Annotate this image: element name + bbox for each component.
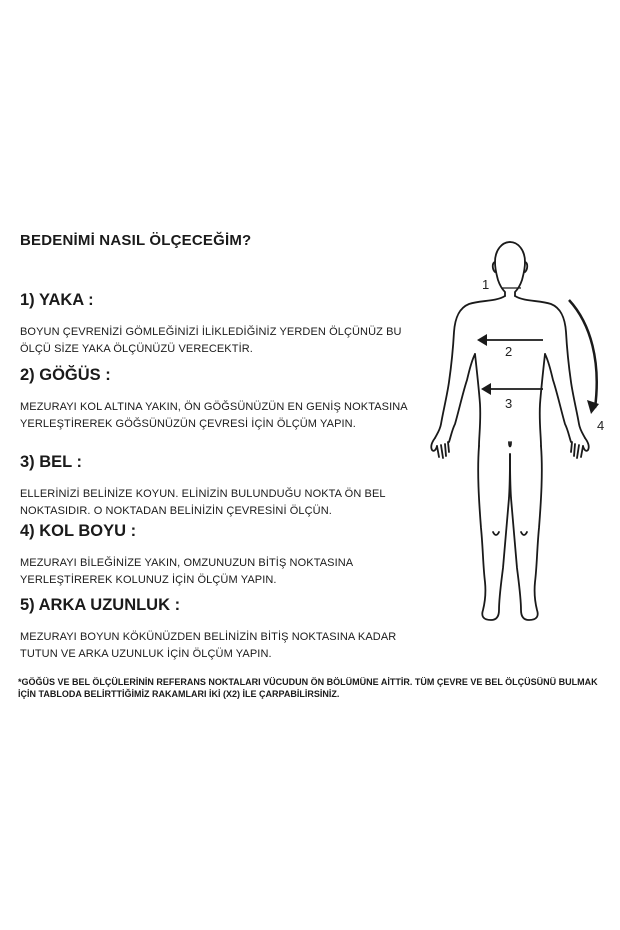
body-outline-illustration xyxy=(425,232,615,632)
label-4: 4 xyxy=(597,418,605,433)
section-arka-uzunluk xyxy=(20,596,420,663)
section-heading: 1) YAKA : xyxy=(20,291,94,309)
waist-arrow xyxy=(481,383,543,411)
page-title: BEDENİMİ NASIL ÖLÇECEĞİM? xyxy=(20,232,252,249)
body-measurement-figure xyxy=(425,232,615,632)
label-2: 2 xyxy=(505,344,513,359)
section-heading: 2) GÖĞÜS : xyxy=(20,366,111,384)
section-heading: 4) KOL BOYU : xyxy=(20,522,137,540)
body-silhouette xyxy=(431,242,589,620)
chest-arrow xyxy=(477,334,543,359)
sleeve-arrow xyxy=(569,300,604,433)
section-heading: 3) BEL : xyxy=(20,453,83,471)
footnote: *GÖĞÜS VE BEL ÖLÇÜLERİNİN REFERANS NOKTALARI VÜCUDUN ÖN BÖLÜMÜNE AİTTİR. TÜM ÇEVRE VE BEL ÖLÇÜSÜNÜ BULMAK İÇİN TABLODA BELİRTTİĞİMİZ RAKAMLARI İKİ (X2) İLE ÇARPABİLİRSİNİZ. xyxy=(18,677,598,699)
section-bel xyxy=(20,453,420,520)
section-kol-boyu xyxy=(20,522,420,589)
label-1: 1 xyxy=(482,277,490,292)
section-body: BOYUN ÇEVRENİZİ GÖMLEĞİNİZİ İLİKLEDİĞİNİZ YERDEN ÖLÇÜNÜZ BU ÖLÇÜ SİZE YAKA ÖLÇÜNÜZÜ VERECEKTİR. xyxy=(20,326,402,355)
section-yaka xyxy=(20,291,420,358)
section-body: MEZURAYI KOL ALTINA YAKIN, ÖN GÖĞSÜNÜZÜN EN GENİŞ NOKTASINA YERLEŞTİREREK GÖĞSÜNÜZÜN ÇEVRESİ İÇİN ÖLÇÜM YAPIN. xyxy=(20,401,408,430)
neck-marker xyxy=(482,277,521,292)
section-body: ELLERİNİZİ BELİNİZE KOYUN. ELİNİZİN BULUNDUĞU NOKTA ÖN BEL NOKTASIDIR. O NOKTADAN BELİNİZİN ÇEVRESİNİ ÖLÇÜN. xyxy=(20,488,386,517)
section-heading: 5) ARKA UZUNLUK : xyxy=(20,596,181,614)
section-gogus xyxy=(20,366,420,433)
section-body: MEZURAYI BOYUN KÖKÜNÜZDEN BELİNİZİN BİTİŞ NOKTASINA KADAR TUTUN VE ARKA UZUNLUK İÇİN ÖLÇÜM YAPIN. xyxy=(20,631,397,660)
label-3: 3 xyxy=(505,396,513,411)
section-body: MEZURAYI BİLEĞİNİZE YAKIN, OMZUNUZUN BİTİŞ NOKTASINA YERLEŞTİREREK KOLUNUZ İÇİN ÖLÇÜM YAPIN. xyxy=(20,557,353,586)
